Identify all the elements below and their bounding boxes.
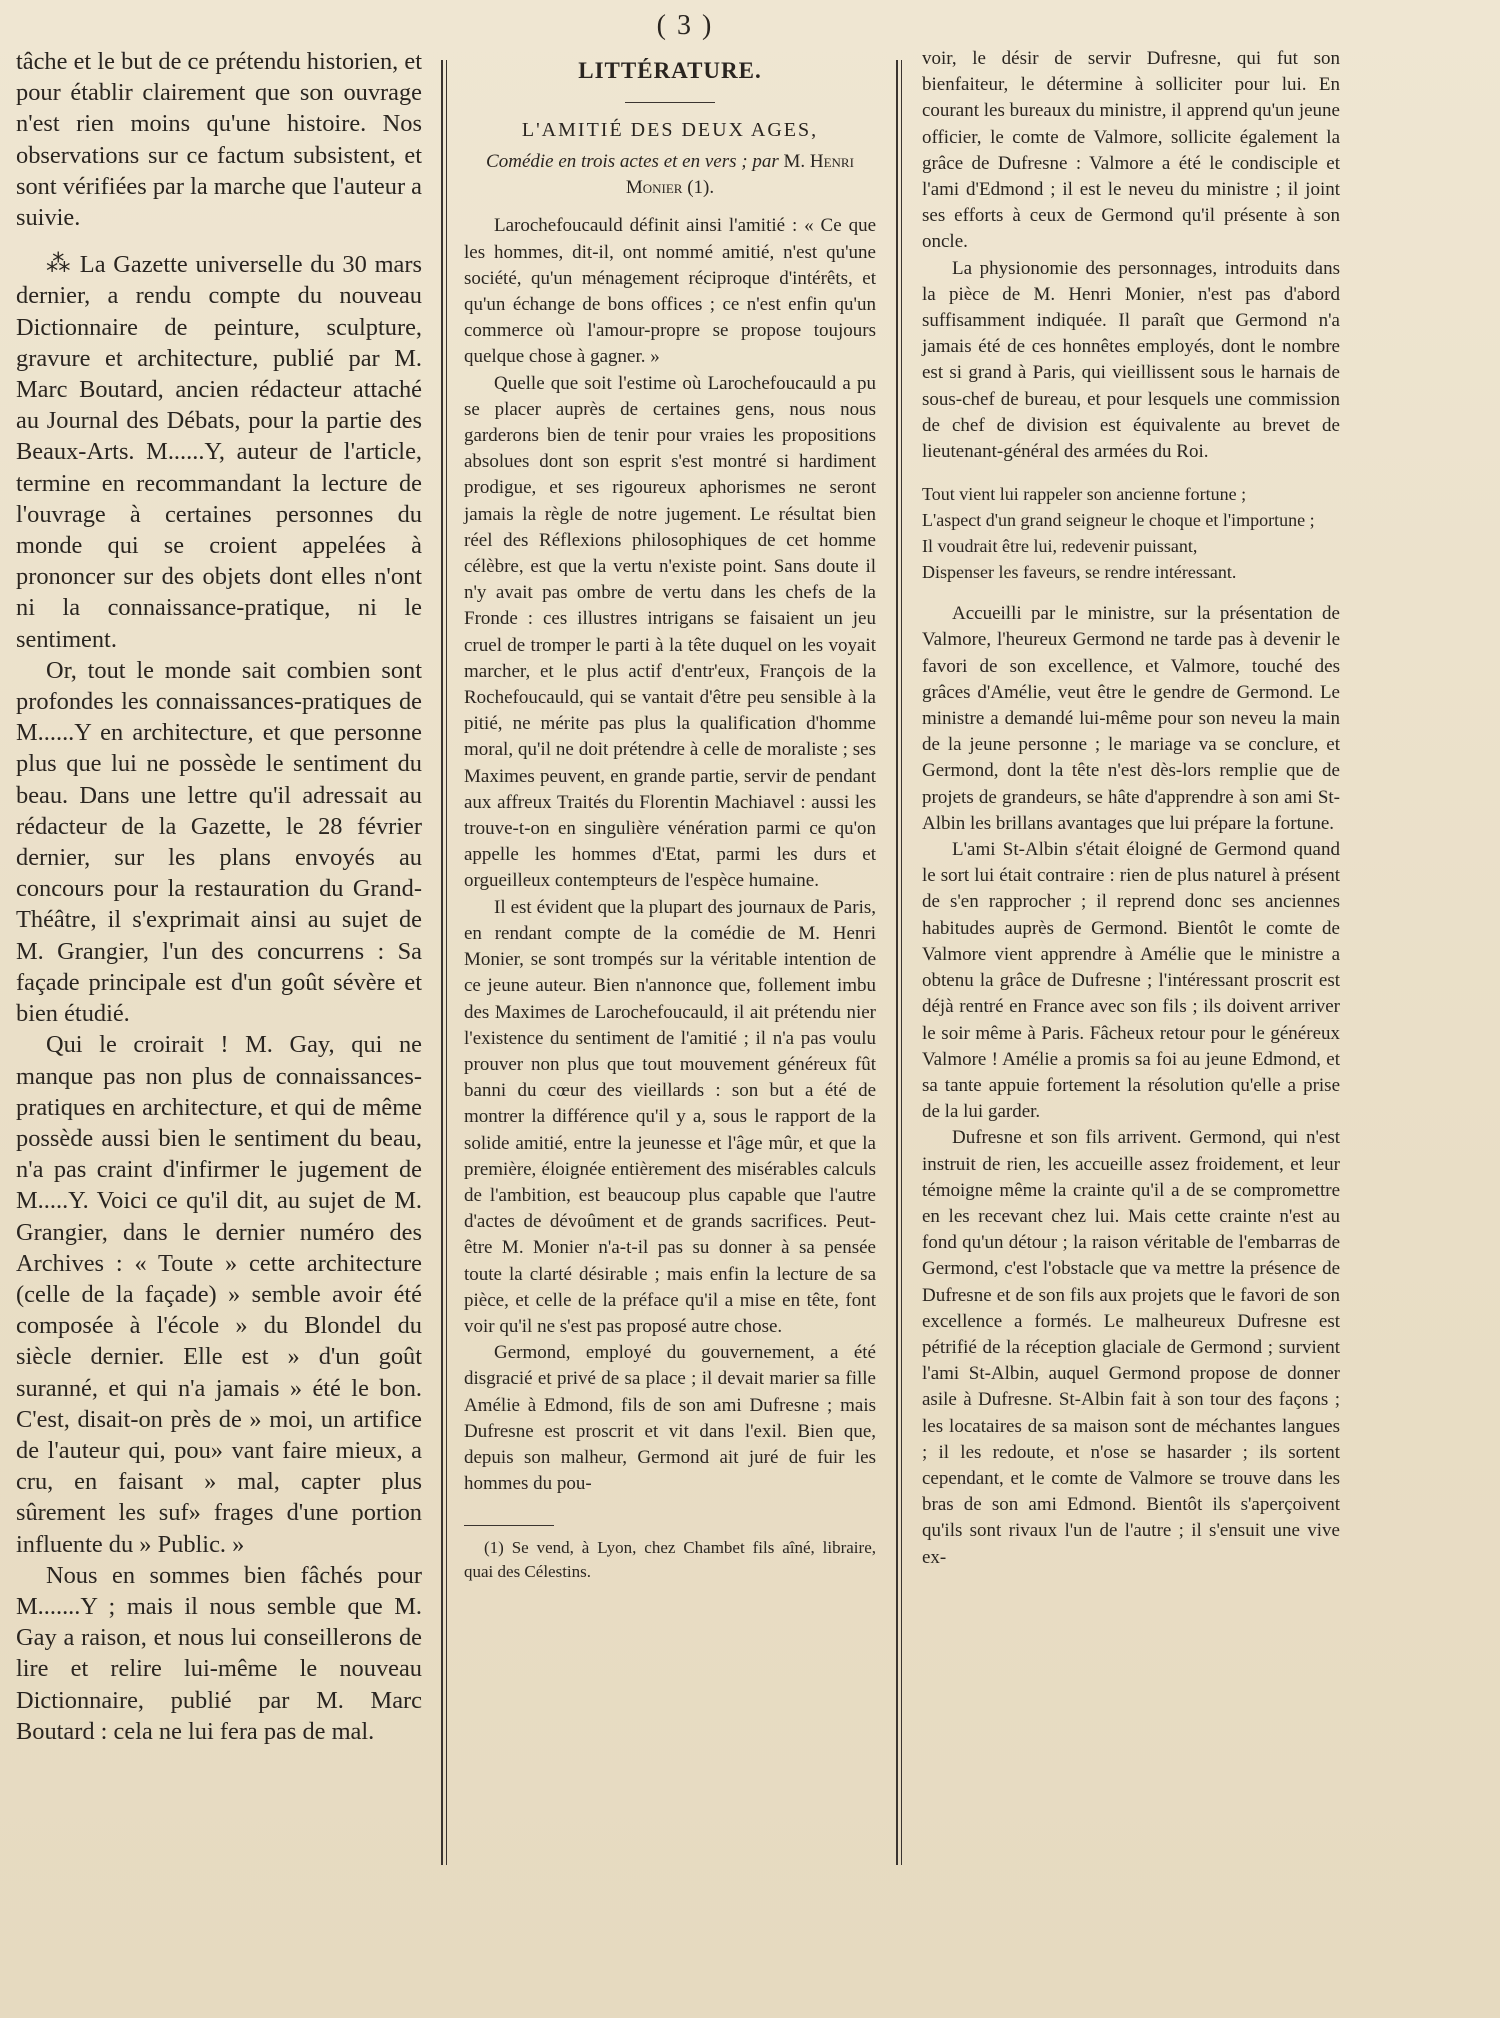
paragraph: Larochefoucauld définit ainsi l'amitié : « Ce que les hommes, dit-il, ont nommé amitié, n'est qu'une société, qu'un ménagement réciproque d'intérêts, et qu'un échange de bons offices ; ce n'est enfin qu'un commerce où l'amour-propre se propose toujours quelque chose à gagner. » <box>464 215 876 368</box>
verse-line: Il voudrait être lui, redevenir puissant, <box>922 536 1198 557</box>
paragraph: voir, le désir de servir Dufresne, qui fut son bienfaiteur, le détermine à solliciter pour lui. En courant les bureaux du ministre, il apprend qu'un jeune officier, le comte de Valmore, sollicite également la grâce de Dufresne : Valmore a été le condisciple et l'ami d'Edmond ; il est le neveu du ministre ; il joint ses efforts à ceux de Germond qu'il présente à son oncle. <box>922 48 1340 253</box>
article-subtitle <box>464 149 876 201</box>
article-title: L'AMITIÉ DES DEUX AGES, <box>521 119 819 142</box>
verse-line: Tout vient lui rappeler son ancienne fortune ; <box>922 484 1247 505</box>
column-rule-left <box>441 60 443 1865</box>
paragraph: Qui le croirait ! M. Gay, qui ne manque pas non plus de connaissances-pratiques en architecture, et qui de même possède aussi bien le sentiment du beau, n'a pas craint d'infirmer le jugement de M.....Y. Voici ce qu'il dit, au sujet de M. Grangier, dans le dernier numéro des Archives : « Toute » cette architecture (celle de la façade) » semble avoir été composée à l'école » du Blondel du siècle dernier. Elle est » d'un goût suranné, et qui n'a jamais » été le bon. C'est, disait-on près de » moi, un artifice de l'auteur qui, pou» vant faire mieux, a cru, en faisant » mal, capter plus sûrement les suf» frages d'une portion influente du » Public. » <box>16 1031 422 1558</box>
section-heading: LITTÉRATURE. <box>578 58 762 83</box>
verse-quote <box>922 481 1340 585</box>
subtitle-author: M. Henri Monier (1). <box>625 151 854 199</box>
footnote-divider <box>464 1525 554 1526</box>
paragraph: Dufresne et son fils arrivent. Germond, qui n'est instruit de rien, les accueille assez froidement, et leur témoigne même la crainte qu'il a de se compromettre en les recevant chez lui. Mais cette crainte n'est au fond qu'un détour ; la raison véritable de l'embarras de Germond, c'est l'obstacle que va mettre la présence de Dufresne et de son fils aux projets que le favori de son excellence a formés. Le malheureux Dufresne est pétrifié de la réception glaciale de Germond ; survient l'ami St-Albin, auquel Germond propose de donner asile à Dufresne. St-Albin fait à son tour des façons ; les locataires de sa maison sont de méchantes langues ; il les redoute, et n'ose se hasarder ; ils sortent cependant, et le comte de Valmore se trouve dans les bras de son ami Edmond. Bientôt ils s'aperçoivent qu'ils sont rivaux l'un de l'autre ; il s'ensuit une vive ex- <box>922 1127 1340 1568</box>
column-left <box>16 46 422 1747</box>
paragraph: Accueilli par le ministre, sur la présentation de Valmore, l'heureux Germond ne tarde pas à devenir le favori de son excellence, et Valmore, touché des grâces d'Amélie, veut être le gendre de Germond. Le ministre a demandé lui-même pour son neveu la main de la jeune personne ; le mariage va se conclure, et Germond, dont la tête n'est dès-lors remplie que de projets de grandeurs, se hâte d'apprendre à son ami St-Albin les brillans avantages que lui prépare la fortune. <box>922 603 1340 834</box>
column-right <box>922 46 1340 1571</box>
column-rule-left-thin <box>446 60 447 1865</box>
paragraph: Quelle que soit l'estime où Larochefoucauld a pu se placer auprès de certaines gens, nous nous garderons bien de tenir pour vraies les propositions absolues dont son esprit s'est montré si hardiment prodigue, et ses rigoureux aphorismes ne seront jamais la règle de notre jugement. Le résultat bien réel des Réflexions philosophiques de cet homme célèbre, est que la vertu n'existe point. Sans doute il n'y avait pas ombre de vertu dans les chefs de la Fronde : ces illustres intrigans se faisaient un jeu cruel de tromper le parti à la tête duquel on les voyait marcher, et le plus actif d'entr'eux, François de la Rochefoucauld, qui se vantait d'être peu sensible à la pitié, ne mérite pas plus la qualification d'homme moral, qu'il ne doit prétendre à celle de moraliste ; ses Maximes peuvent, en grande partie, servir de pendant aux affreux Traités du Florentin Machiavel : aussi les trouve-t-on en singulière vénération parmi ce qu'on appelle les hommes d'Etat, parmi les durs et orgueilleux contempteurs de l'espèce humaine. <box>464 372 876 892</box>
paragraph: Il est évident que la plupart des journaux de Paris, en rendant compte de la comédie de M. Henri Monier, se sont trompés sur la véritable intention de ce jeune auteur. Bien n'annonce que, follement imbu des Maximes de Larochefoucauld, il ait prétendu nier l'existence du sentiment de l'amitié ; il n'a pas voulu prouver non plus que tout mouvement généreux fût banni du cœur des vieillards : son but a été de montrer la différence qu'il y a, sous le rapport de la solide amitié, entre la jeunesse et l'âge mûr, et que la première, éloignée entièrement des misérables calculs de l'ambition, est beaucoup plus capable que l'autre d'actes de dévoûment et de grands sacrifices. Peut-être M. Monier n'a-t-il pas su donner à sa pensée toute la clarté désirable ; mais enfin la lecture de sa pièce, et celle de la préface qu'il a mise en tête, font voir qu'il ne s'est pas proposé autre chose. <box>464 896 876 1337</box>
paragraph: La physionomie des personnages, introduits dans la pièce de M. Henri Monier, n'est pas d'abord suffisamment indiquée. Il paraît que Germond n'a jamais été de ces honnêtes employés, dont le nombre est si grand à Paris, qui vieillissent sous le harnais de sous-chef de bureau, et pour lesquels une commission de chef de division est équivalente au brevet de lieutenant-général des armées du Roi. <box>922 257 1340 463</box>
paragraph: Or, tout le monde sait combien sont profondes les connaissances-pratiques de M......Y en architecture, et que personne plus que lui ne possède le sentiment du beau. Dans une lettre qu'il adressait au rédacteur de la Gazette, le 28 février dernier, sur les plans envoyés au concours pour la restauration du Grand-Théâtre, il s'exprimait ainsi au sujet de M. Grangier, l'un des concurrens : Sa façade principale est d'un goût sévère et bien étudié. <box>16 656 422 1028</box>
column-rule-right <box>896 60 898 1865</box>
paragraph: L'ami St-Albin s'était éloigné de Germond quand le sort lui était contraire : rien de plus naturel à présent de s'en rapprocher ; il reprend donc ses anciennes habitudes auprès de Germond. Bientôt le comte de Valmore vient apprendre à Amélie que le ministre a obtenu la grâce de Dufresne ; l'intéressant proscrit est déjà rentré en France avec son fils ; ils doivent arriver le soir même à Paris. Fâcheux retour pour le généreux Valmore ! Amélie a promis sa foi au jeune Edmond, et sa tante appuie fortement la résolution qu'elle a prise de la lui garder. <box>922 839 1340 1123</box>
paragraph: tâche et le but de ce prétendu historien, et pour établir clairement que son ouvrage n'est rien moins qu'une histoire. Nos observations sur ce factum subsistent, et sont vérifiées par la marche que l'auteur a suivie. <box>16 48 422 232</box>
page-number: ( 3 ) <box>656 10 714 41</box>
paragraph: ⁂ La Gazette universelle du 30 mars dernier, a rendu compte du nouveau Dictionnaire de peinture, sculpture, gravure et architecture, publié par M. Marc Boutard, ancien rédacteur attaché au Journal des Débats, pour la partie des Beaux-Arts. M......Y, auteur de l'article, termine en recommandant la lecture de l'ouvrage à certaines personnes du monde qui se croient appelées à prononcer sur des objets dont elles n'ont ni la connaissance-pratique, ni le sentiment. <box>16 251 422 653</box>
paragraph: Germond, employé du gouvernement, a été disgracié et privé de sa place ; il devait marier sa fille Amélie à Edmond, fils de son ami Dufresne ; mais Dufresne est proscrit et vit dans l'exil. Bien que, depuis son malheur, Germond ait juré de fuir les hommes du pou- <box>464 1342 876 1495</box>
verse-line: L'aspect d'un grand seigneur le choque et l'importune ; <box>922 510 1315 531</box>
verse-line: Dispenser les faveurs, se rendre intéressant. <box>922 562 1237 583</box>
divider <box>625 102 715 103</box>
footnote: (1) Se vend, à Lyon, chez Chambet fils aîné, libraire, quai des Célestins. <box>464 1538 876 1582</box>
column-rule-right-thin <box>901 60 902 1865</box>
column-middle <box>464 46 876 1584</box>
subtitle-genre: Comédie en trois actes et en vers ; par <box>486 151 779 173</box>
paragraph: Nous en sommes bien fâchés pour M.......Y ; mais il nous semble que M. Gay a raison, et nous lui conseillerons de lire et relire lui-même le nouveau Dictionnaire, publié par M. Marc Boutard : cela ne lui fera pas de mal. <box>16 1561 422 1745</box>
